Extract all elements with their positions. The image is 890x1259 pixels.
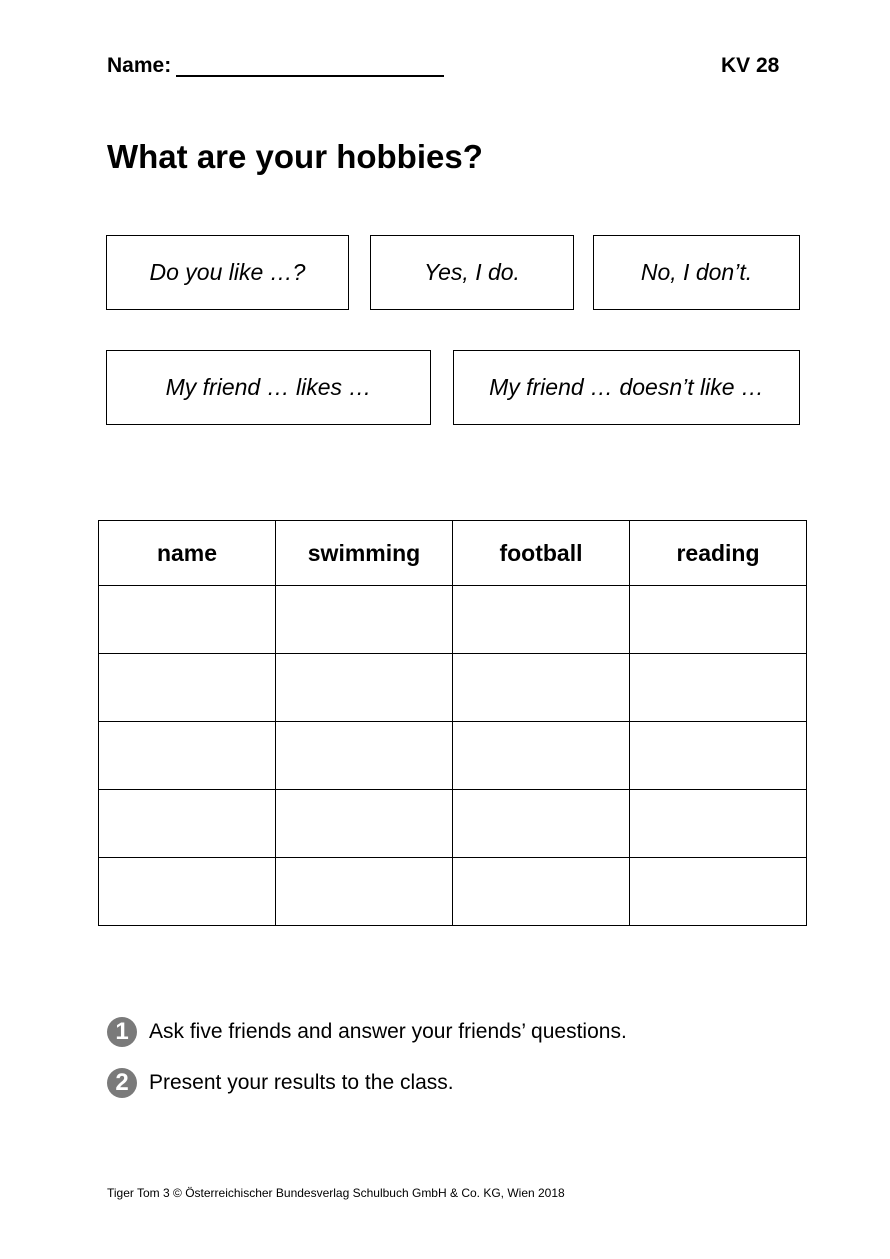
table-cell[interactable] (453, 586, 630, 654)
table-cell[interactable] (630, 790, 807, 858)
table-cell[interactable] (276, 858, 453, 926)
table-cell[interactable] (276, 586, 453, 654)
table-cell[interactable] (630, 858, 807, 926)
phrase-text: Do you like …? (149, 259, 306, 285)
table-cell[interactable] (276, 722, 453, 790)
table-cell[interactable] (453, 722, 630, 790)
name-write-line[interactable] (176, 75, 444, 77)
task-number-badge: 1 (107, 1017, 137, 1047)
task-item-1 (107, 1017, 627, 1047)
phrase-text: No, I don’t. (640, 259, 753, 285)
table-cell[interactable] (453, 790, 630, 858)
table-cell[interactable] (99, 586, 276, 654)
phrase-box-question (106, 235, 349, 310)
column-header-swimming: swimming (276, 521, 453, 586)
column-header-name: name (99, 521, 276, 586)
phrase-text: My friend … doesn’t like … (489, 374, 764, 400)
column-header-football: football (453, 521, 630, 586)
table-cell[interactable] (99, 722, 276, 790)
page-title: What are your hobbies? (107, 138, 483, 175)
copyright-footer: Tiger Tom 3 © Österreichischer Bundesverlag Schulbuch GmbH & Co. KG, Wien 2018 (107, 1186, 565, 1200)
table-cell[interactable] (453, 654, 630, 722)
table-header-row (99, 521, 807, 586)
table-row (99, 586, 807, 654)
table-row (99, 654, 807, 722)
task-text: Present your results to the class. (149, 1071, 454, 1094)
table-cell[interactable] (276, 790, 453, 858)
name-label: Name: (107, 54, 172, 77)
task-text: Ask five friends and answer your friends’ questions. (149, 1020, 627, 1043)
table-cell[interactable] (630, 586, 807, 654)
table-cell[interactable] (99, 790, 276, 858)
task-number-badge: 2 (107, 1068, 137, 1098)
table-cell[interactable] (630, 722, 807, 790)
table-cell[interactable] (276, 654, 453, 722)
table-cell[interactable] (453, 858, 630, 926)
table-row (99, 790, 807, 858)
phrase-box-doesnt-like (453, 350, 800, 425)
table-row (99, 722, 807, 790)
worksheet-code: KV 28 (721, 54, 780, 77)
phrase-box-likes (106, 350, 431, 425)
table-row (99, 858, 807, 926)
task-item-2 (107, 1068, 454, 1098)
table-cell[interactable] (99, 654, 276, 722)
hobby-survey-table (98, 520, 807, 926)
phrase-text: Yes, I do. (424, 259, 520, 285)
table-cell[interactable] (99, 858, 276, 926)
phrase-box-yes (370, 235, 574, 310)
phrase-box-no (593, 235, 800, 310)
table-cell[interactable] (630, 654, 807, 722)
column-header-reading: reading (630, 521, 807, 586)
phrase-text: My friend … likes … (165, 374, 372, 400)
